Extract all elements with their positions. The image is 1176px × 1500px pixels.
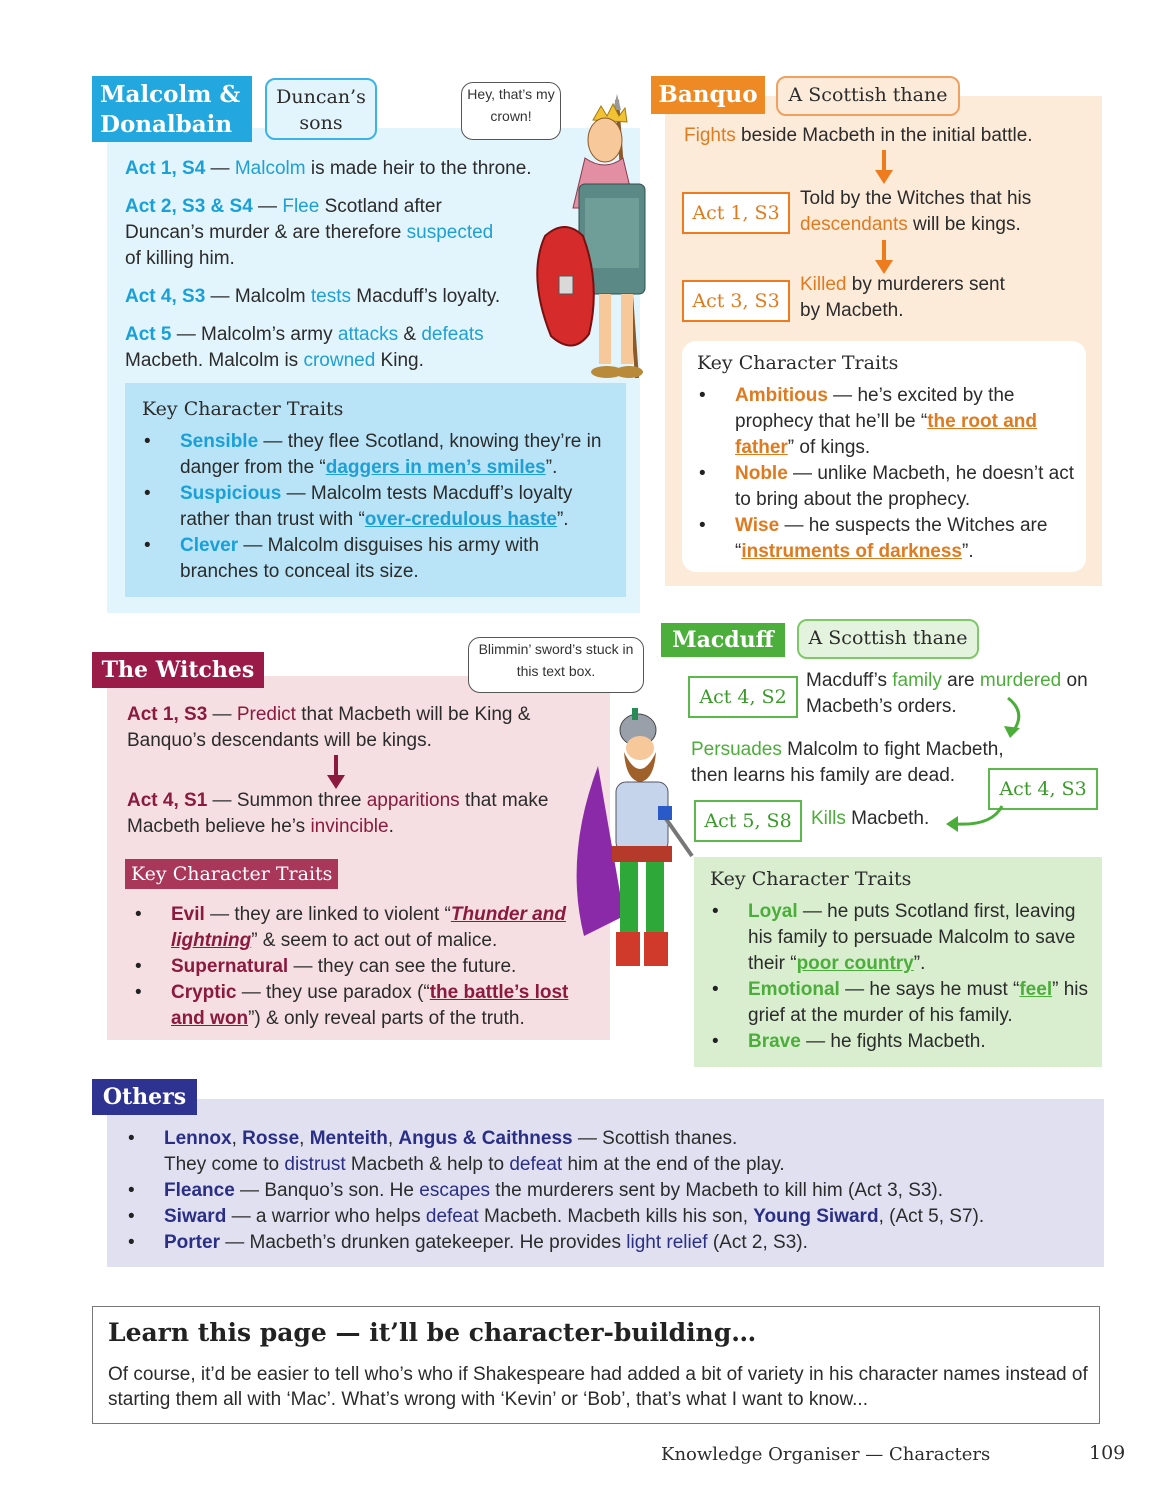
banquo-traits-title: Key Character Traits (697, 352, 899, 374)
witches-act4: Act 4, S1 — Summon three apparitions that make Macbeth believe he’s invincible. (127, 790, 549, 837)
banquo-act2-label: Act 3, S3 (682, 280, 790, 322)
others-item: • Fleance — Banquo’s son. He escapes the murderers sent by Macbeth to kill him (Act 3, S3). (126, 1178, 1086, 1204)
trait-item: • Clever — Malcolm disguises his army with branches to conceal its size. (142, 533, 612, 585)
curved-arrow-icon (944, 804, 1006, 834)
trait-item: • Emotional — he says he must “feel” his grief at the murder of his family. (710, 977, 1098, 1029)
footer-section-title: Knowledge Organiser — Characters (661, 1444, 991, 1465)
trait-item: • Evil — they are linked to violent “Thunder and lightning” & seem to act out of malice. (133, 902, 583, 954)
malcolm-act2: Act 2, S3 & S4 — Flee Scotland after Duncan’s murder & are therefore suspected of killing him. (125, 196, 494, 269)
macduff-subtitle: A Scottish thane (797, 619, 979, 659)
malcolm-traits-list (142, 429, 612, 585)
banquo-traits-list (697, 383, 1077, 565)
speech-bubble-crown: Hey, that’s my crown! (461, 82, 561, 140)
trait-item: • Cryptic — they use paradox (“the battle’s lost and won”) & only reveal parts of the truth. (133, 980, 583, 1032)
macduff-act3-label: Act 5, S8 (694, 800, 802, 842)
trait-item: • Wise — he suspects the Witches are “instruments of darkness”. (697, 513, 1077, 565)
arrow-down-icon (873, 150, 895, 186)
trait-item: • Supernatural — they can see the future. (133, 954, 583, 980)
others-item: • Lennox, Rosse, Menteith, Angus & Caithness — Scottish thanes. They come to distrust Macbeth & help to defeat him at the end of the play. (126, 1126, 1086, 1178)
macduff-line2: Persuades Malcolm to fight Macbeth, then learns his family are dead. (691, 739, 1004, 786)
arrow-down-icon (873, 240, 895, 276)
macduff-traits-title: Key Character Traits (710, 868, 912, 890)
others-item: • Porter — Macbeth’s drunken gatekeeper. He provides light relief (Act 2, S3). (126, 1230, 1086, 1256)
banquo-subtitle: A Scottish thane (776, 76, 960, 116)
banquo-line1: Fights beside Macbeth in the initial battle. (684, 125, 1033, 146)
witches-tag: The Witches (92, 652, 264, 688)
arrow-down-icon (325, 755, 347, 791)
macduff-act1-label: Act 4, S2 (688, 676, 798, 718)
malcolm-traits-title: Key Character Traits (142, 398, 344, 420)
learn-body: Of course, it’d be easier to tell who’s who if Shakespeare had added a bit of variety in his character names instead of starting them all with ‘Mac’. What’s wrong with ‘Kevin’ or ‘Bob’, that’s what I want to know... (108, 1364, 1088, 1410)
macduff-act1-text: Macduff’s family are murdered on Macbeth’s orders. (806, 670, 1088, 717)
speech-bubble-sword: Blimmin’ sword’s stuck in this text box. (468, 637, 644, 693)
trait-item: • Sensible — they flee Scotland, knowing they’re in danger from the “daggers in men’s smiles”. (142, 429, 612, 481)
macduff-act3-text: Kills Macbeth. (811, 808, 930, 829)
trait-item: • Ambitious — he’s excited by the prophecy that he’ll be “the root and father” of kings. (697, 383, 1077, 461)
others-item: • Siward — a warrior who helps defeat Macbeth. Macbeth kills his son, Young Siward, (Act 5, S7). (126, 1204, 1086, 1230)
trait-item: • Loyal — he puts Scotland first, leaving his family to persuade Malcolm to save their “poor country”. (710, 899, 1098, 977)
crown-king-cartoon-icon (525, 88, 675, 384)
macduff-act2-label: Act 4, S3 (988, 768, 1098, 810)
learn-title: Learn this page — it’ll be character-building… (108, 1318, 757, 1347)
trait-item: • Noble — unlike Macbeth, he doesn’t act to bring about the prophecy. (697, 461, 1077, 513)
malcolm-subtitle: Duncan’s sons (265, 78, 377, 140)
page-number: 109 (1089, 1442, 1126, 1464)
malcolm-act5: Act 5 — Malcolm’s army attacks & defeats Macbeth. Malcolm is crowned King. (125, 324, 484, 371)
trait-item: • Brave — he fights Macbeth. (710, 1029, 1098, 1055)
curved-arrow-icon (1000, 696, 1030, 738)
banquo-act1-label: Act 1, S3 (682, 192, 790, 234)
others-tag: Others (92, 1079, 197, 1115)
malcolm-act1: Act 1, S4 — Malcolm is made heir to the throne. (125, 158, 532, 179)
trait-item: • Suspicious — Malcolm tests Macduff’s loyalty rather than trust with “over-credulous haste”. (142, 481, 612, 533)
banquo-tag: Banquo (651, 76, 765, 114)
macduff-cartoon-icon (568, 706, 698, 984)
others-list (126, 1126, 1086, 1256)
witches-traits-title: Key Character Traits (125, 859, 338, 889)
banquo-act1-text: Told by the Witches that his descendants will be kings. (800, 188, 1032, 235)
banquo-act2-text: Killed by murderers sent by Macbeth. (800, 274, 1005, 321)
macduff-traits-list (710, 899, 1098, 1055)
malcolm-act3: Act 4, S3 — Malcolm tests Macduff’s loyalty. (125, 286, 501, 307)
witches-act1: Act 1, S3 — Predict that Macbeth will be King & Banquo’s descendants will be kings. (127, 704, 531, 751)
macduff-tag: Macduff (661, 623, 785, 657)
malcolm-tag: Malcolm & Donalbain (92, 76, 252, 142)
witches-traits-list (133, 902, 583, 1032)
